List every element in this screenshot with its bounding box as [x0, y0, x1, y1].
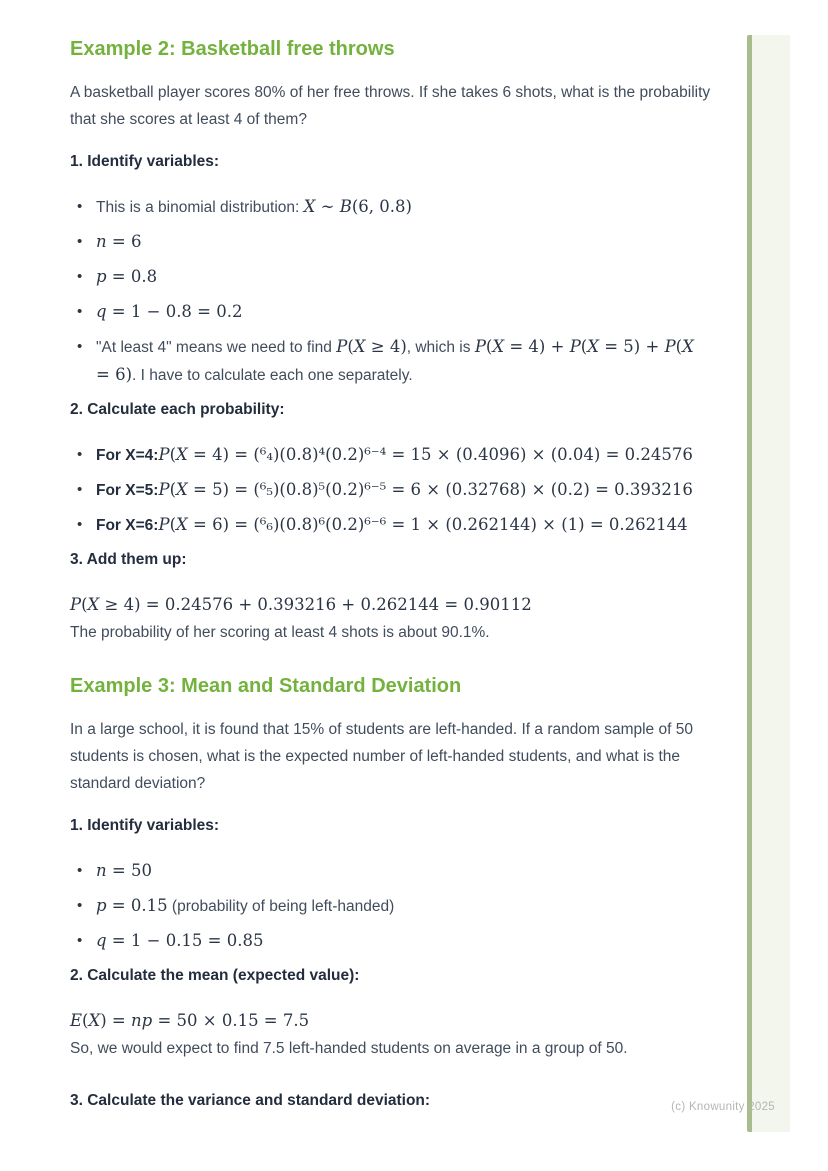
list-item [70, 193, 712, 221]
list-item [70, 263, 712, 291]
text-run: = 0.15 [106, 896, 168, 915]
page-edge-accent [747, 35, 790, 1132]
document-content [70, 36, 712, 1132]
text-run: np [131, 1011, 153, 1030]
text-run: P [158, 445, 170, 464]
text-run: For X=5: [96, 482, 159, 499]
text-run: = 0.8 [106, 267, 158, 286]
example2-probability-list [70, 441, 712, 539]
text-run: P [664, 337, 676, 356]
text-run: = 5) + [598, 337, 665, 356]
text-run: X [353, 337, 366, 356]
example3-mean-explanation: So, we would expect to find 7.5 left-handed students on average in a group of 50. [70, 1040, 628, 1057]
text-run: (probability of being left-handed) [167, 898, 395, 915]
list-item [70, 476, 712, 504]
text-run: P [474, 337, 486, 356]
text-run: X [682, 337, 694, 356]
text-run: X [587, 337, 599, 356]
text-run: ( [580, 337, 588, 356]
list-item [70, 857, 712, 885]
text-run: P [158, 480, 170, 499]
list-item [70, 927, 712, 955]
text-run: ( [169, 480, 176, 499]
text-run: n [96, 232, 107, 251]
text-run: . I have to calculate each one separately. [132, 367, 413, 384]
text-run: = 6 [106, 232, 142, 251]
text-run: ( [82, 1011, 89, 1030]
text-run: X [87, 595, 100, 614]
text-run: = 5) = (⁶₅)(0.8)⁵(0.2)⁶⁻⁵ = 6 × (0.32768) × (0.2) = 0.393216 [187, 480, 693, 499]
text-run: ∼ [315, 197, 340, 216]
text-run: P [336, 337, 348, 356]
text-run: n [96, 861, 107, 880]
text-run: ≥ 4) [365, 337, 407, 356]
text-run: X [303, 197, 316, 216]
list-item [70, 511, 712, 539]
text-run: ( [169, 515, 176, 534]
list-item [70, 228, 712, 256]
text-run: X [492, 337, 505, 356]
text-run: = 1 − 0.8 = 0.2 [106, 302, 243, 321]
example3-step1-heading: 1. Identify variables: [70, 817, 220, 834]
text-run: E [70, 1011, 83, 1030]
text-run: ( [169, 445, 176, 464]
text-run: = 4) + [504, 337, 570, 356]
list-item [70, 441, 712, 469]
example2-conclusion: The probability of her scoring at least 4 shots is about 90.1%. [70, 624, 490, 641]
example3-step2-heading: 2. Calculate the mean (expected value): [70, 967, 360, 984]
text-run: ( [81, 595, 88, 614]
text-run: (6, 0.8) [351, 197, 412, 216]
list-item [70, 298, 712, 326]
text-run: q [96, 931, 107, 950]
example2-step1-heading: 1. Identify variables: [70, 153, 220, 170]
text-run: ≥ 4) = 0.24576 + 0.393216 + 0.262144 = 0.90112 [99, 595, 532, 614]
example3-mean-result [70, 1007, 712, 1062]
text-run: X [176, 480, 188, 499]
text-run: = 4) = (⁶₄)(0.8)⁴(0.2)⁶⁻⁴ = 15 × (0.4096) × (0.04) = 0.24576 [187, 445, 693, 464]
text-run: P [158, 515, 170, 534]
text-run: P [569, 337, 581, 356]
text-run: = 50 × 0.15 = 7.5 [152, 1011, 310, 1030]
copyright-watermark: (c) Knowunity 2025 [671, 1101, 775, 1113]
example3-step3-heading: 3. Calculate the variance and standard deviation: [70, 1092, 431, 1109]
example2-title: Example 2: Basketball free throws [70, 38, 395, 60]
example2-step3-heading: 3. Add them up: [70, 551, 187, 568]
text-run: p [96, 267, 107, 286]
text-run: = 6) = (⁶₆)(0.8)⁶(0.2)⁶⁻⁶ = 1 × (0.262144) × (1) = 0.262144 [187, 515, 688, 534]
text-run: = 1 − 0.15 = 0.85 [106, 931, 264, 950]
example3-variables-list [70, 857, 712, 955]
list-item [70, 892, 712, 920]
example2-sum-formula [70, 591, 712, 619]
example2-result [70, 591, 712, 646]
text-run: X [176, 515, 188, 534]
text-run: X [88, 1011, 101, 1030]
text-run: q [96, 302, 107, 321]
text-run: ( [675, 337, 683, 356]
example2-intro: A basketball player scores 80% of her free throws. If she takes 6 shots, what is the probability that she scores at least 4 of them? [70, 84, 711, 128]
page-edge-fill [752, 35, 790, 1132]
example2-step2-heading: 2. Calculate each probability: [70, 401, 285, 418]
text-run: For X=6: [96, 517, 159, 534]
text-run: ) = [100, 1011, 131, 1030]
text-run: , which is [406, 339, 475, 356]
text-run: ( [347, 337, 354, 356]
text-run: = 6) [96, 365, 133, 384]
text-run: P [70, 595, 82, 614]
example3-intro: In a large school, it is found that 15% of students are left-handed. If a random sample of 50 students is chosen, what is the expected number of left-handed students, and what is the standard deviation? [70, 721, 693, 792]
text-run: X [176, 445, 188, 464]
text-run: B [339, 197, 352, 216]
text-run: This is a binomial distribution: [96, 199, 304, 216]
list-item [70, 333, 712, 389]
example2-variables-list [70, 193, 712, 389]
text-run: p [96, 896, 107, 915]
text-run: = 50 [106, 861, 152, 880]
example3-mean-formula [70, 1007, 712, 1035]
example3-title: Example 3: Mean and Standard Deviation [70, 675, 462, 697]
text-run: ( [485, 337, 493, 356]
text-run: "At least 4" means we need to find [96, 339, 337, 356]
text-run: For X=4: [96, 447, 159, 464]
